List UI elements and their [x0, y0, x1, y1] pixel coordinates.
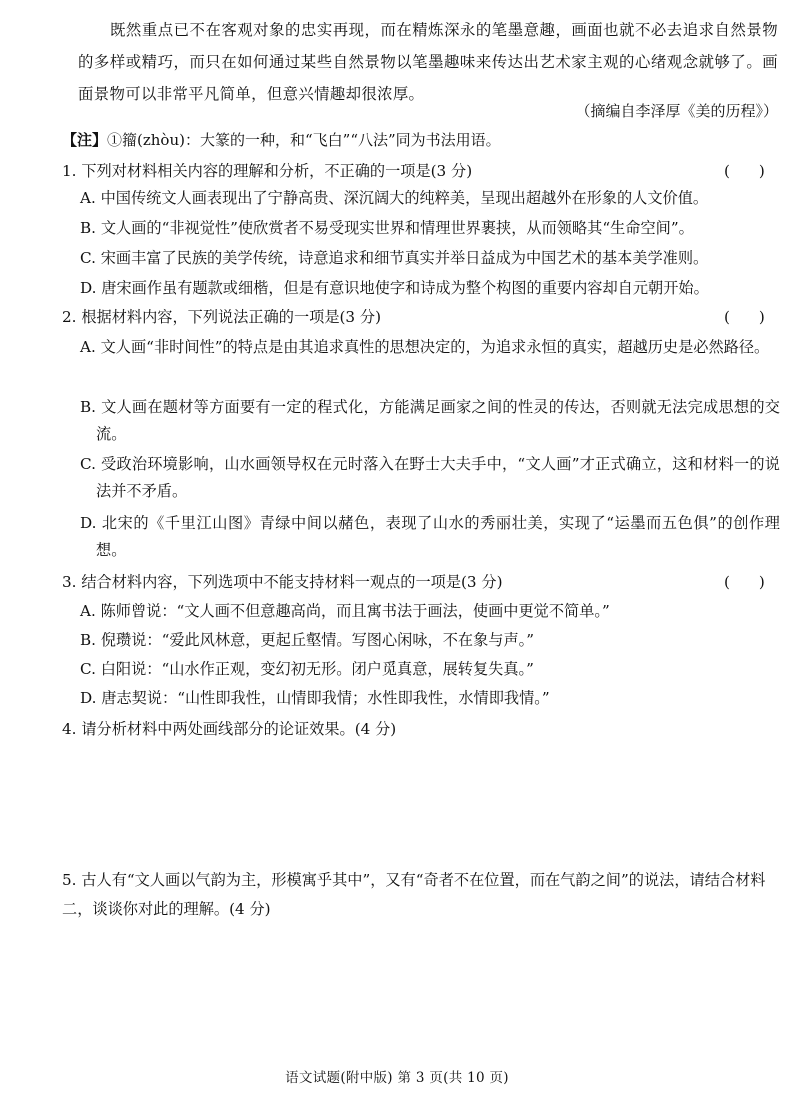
question-2-option-d: D. 北宋的《千里江山图》青绿中间以赭色，表现了山水的秀丽壮美，实现了“运墨而五色俱”的创作理想。	[80, 514, 780, 559]
question-3-option-d: D. 唐志契说：“山性即我性，山情即我情；水性即我性，水情即我情。”	[80, 689, 550, 707]
passage-source: （摘编自李泽厚《美的历程》）	[575, 102, 778, 120]
question-3-option-c: C. 白阳说：“山水作正观，变幻初无形。闭户觅真意，展转复失真。”	[80, 660, 534, 678]
question-2-stem: 2. 根据材料内容，下列说法正确的一项是(3 分)	[62, 308, 382, 326]
question-2-option-b: B. 文人画在题材等方面要有一定的程式化，方能满足画家之间的性灵的传达，否则就无法完成思想的交流。	[80, 398, 780, 443]
question-1-stem: 1. 下列对材料相关内容的理解和分析，不正确的一项是(3 分)	[62, 162, 473, 180]
question-2-option-a: A. 文人画“非时间性”的特点是由其追求真性的思想决定的，为追求永恒的真实，超越历史是必然路径。	[80, 338, 770, 356]
question-1-option-d: D. 唐宋画作虽有题款或细楷，但是有意识地使字和诗成为整个构图的重要内容却自元朝开始。	[80, 279, 709, 297]
question-1	[62, 159, 472, 183]
annotation-note	[62, 128, 782, 152]
page-footer: 语文试题(附中版) 第 3 页(共 10 页)	[285, 1070, 509, 1086]
question-3-stem: 3. 结合材料内容，下列选项中不能支持材料一观点的一项是(3 分)	[62, 573, 503, 591]
question-4	[62, 717, 396, 741]
question-3-option-a: A. 陈师曾说：“文人画不但意趣高尚，而且寓书法于画法，使画中更觉不简单。”	[80, 602, 610, 620]
passage-paragraph: 既然重点已不在客观对象的忠实再现，而在精炼深永的笔墨意趣，画面也就不必去追求自然景物的多样或精巧，而只在如何通过某些自然景物以笔墨趣味来传达出艺术家主观的心绪观念就够了。画面景物可以非常平凡简单，但意兴情趣却很浓厚。	[78, 21, 778, 103]
question-4-stem: 4. 请分析材料中两处画线部分的论证效果。(4 分)	[62, 720, 397, 738]
question-1-answer-bracket: ( )	[724, 162, 765, 180]
question-2-option-c: C. 受政治环境影响，山水画领导权在元时落入在野士大夫手中，“文人画”才正式确立，这和材料一的说法并不矛盾。	[80, 455, 780, 500]
note-tag: 【注】	[62, 131, 108, 149]
question-1-option-b: B. 文人画的“非视觉性”使欣赏者不易受现实世界和情理世界裹挟，从而领略其“生命空间”。	[80, 219, 694, 237]
question-3-answer-bracket: ( )	[724, 573, 765, 591]
question-3-option-b: B. 倪瓒说：“爱此风林意，更起丘壑情。写图心闲咏，不在象与声。”	[80, 631, 534, 649]
question-1-option-c: C. 宋画丰富了民族的美学传统，诗意追求和细节真实并举日益成为中国艺术的基本美学准则。	[80, 249, 709, 267]
question-2-answer-bracket: ( )	[724, 308, 765, 326]
question-2	[62, 305, 381, 329]
question-1-option-a: A. 中国传统文人画表现出了宁静高贵、深沉阔大的纯粹美，呈现出超越外在形象的人文价值。	[80, 189, 709, 207]
question-3	[62, 570, 503, 594]
question-5-stem: 5. 古人有“文人画以气韵为主，形模寓乎其中”，又有“奇者不在位置，而在气韵之间”的说法，请结合材料二，谈谈你对此的理解。(4 分)	[62, 871, 766, 918]
note-text: ①籀(zhòu)：大篆的一种，和“飞白”“八法”同为书法用语。	[107, 131, 501, 149]
